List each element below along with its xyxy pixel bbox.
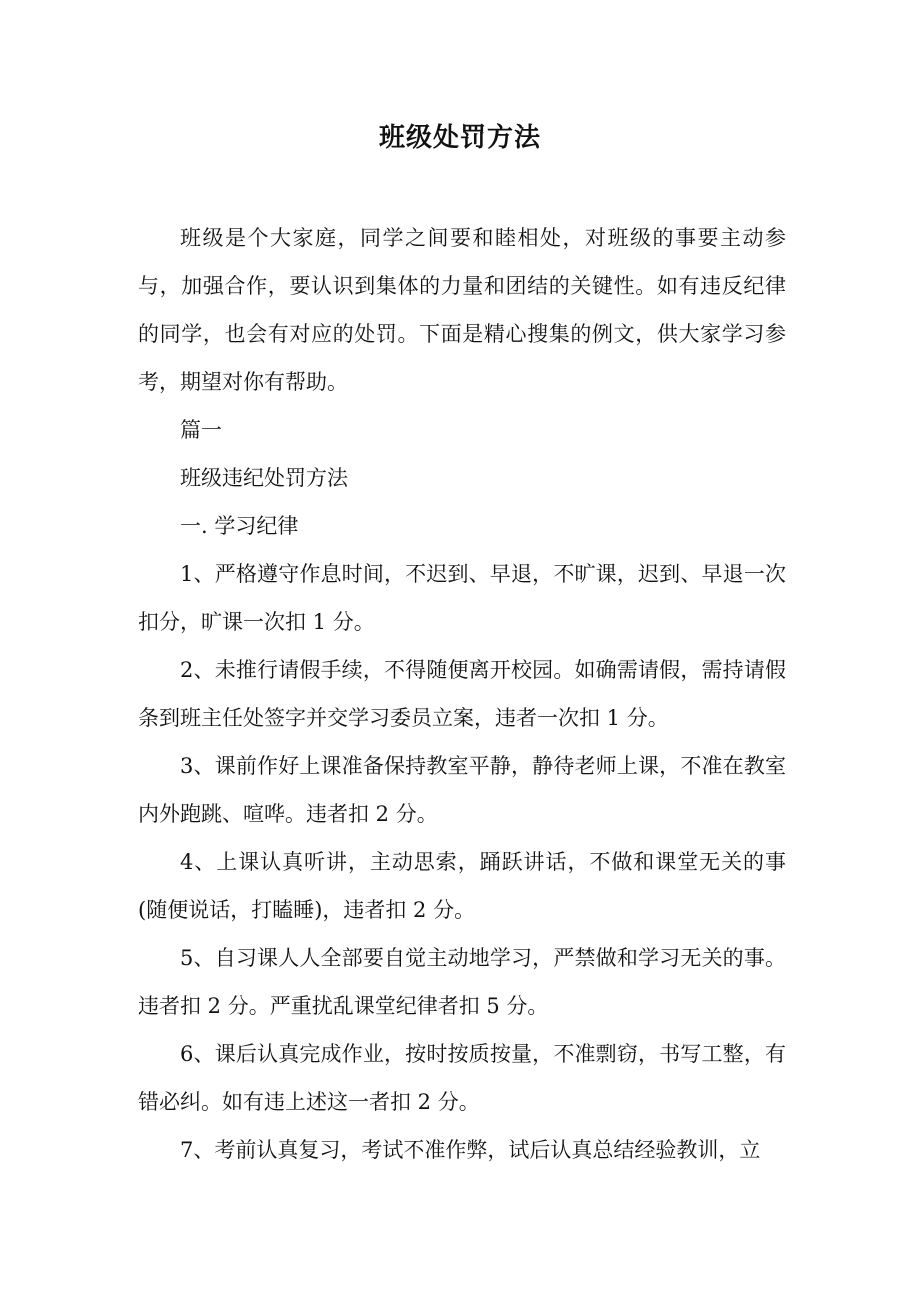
document-body <box>138 214 786 1174</box>
section-heading: 班级违纪处罚方法 <box>180 466 348 490</box>
subsection-heading: 一. 学习纪律 <box>180 514 299 538</box>
document-title: 班级处罚方法 <box>378 123 541 153</box>
rule-item-2: 2、未推行请假手续，不得随便离开校园。如确需请假，需持请假条到班主任处签字并交学习委员立案，违者一次扣 1 分。 <box>138 658 786 730</box>
rule-item-6: 6、课后认真完成作业，按时按质按量，不准剽窃，书写工整，有错必纠。如有违上述这一者扣 2 分。 <box>138 1042 786 1114</box>
intro-paragraph: 班级是个大家庭，同学之间要和睦相处，对班级的事要主动参与，加强合作，要认识到集体的力量和团结的关键性。如有违反纪律的同学，也会有对应的处罚。下面是精心搜集的例文，供大家学习参考，期望对你有帮助。 <box>138 226 786 394</box>
rule-item-4: 4、上课认真听讲，主动思索，踊跃讲话，不做和课堂无关的事(随便说话，打瞌睡)，违者扣 2 分。 <box>138 850 786 922</box>
section-label: 篇一 <box>180 418 222 442</box>
rule-item-5: 5、自习课人人全部要自觉主动地学习，严禁做和学习无关的事。违者扣 2 分。严重扰乱课堂纪律者扣 5 分。 <box>138 946 786 1018</box>
rule-item-3: 3、课前作好上课准备保持教室平静，静待老师上课，不准在教室内外跑跳、喧哗。违者扣 2 分。 <box>138 754 786 826</box>
rule-item-7: 7、考前认真复习，考试不准作弊，试后认真总结经验教训，立 <box>180 1138 761 1162</box>
rule-item-1: 1、严格遵守作息时间，不迟到、早退，不旷课，迟到、早退一次扣分，旷课一次扣 1 分。 <box>138 562 786 634</box>
